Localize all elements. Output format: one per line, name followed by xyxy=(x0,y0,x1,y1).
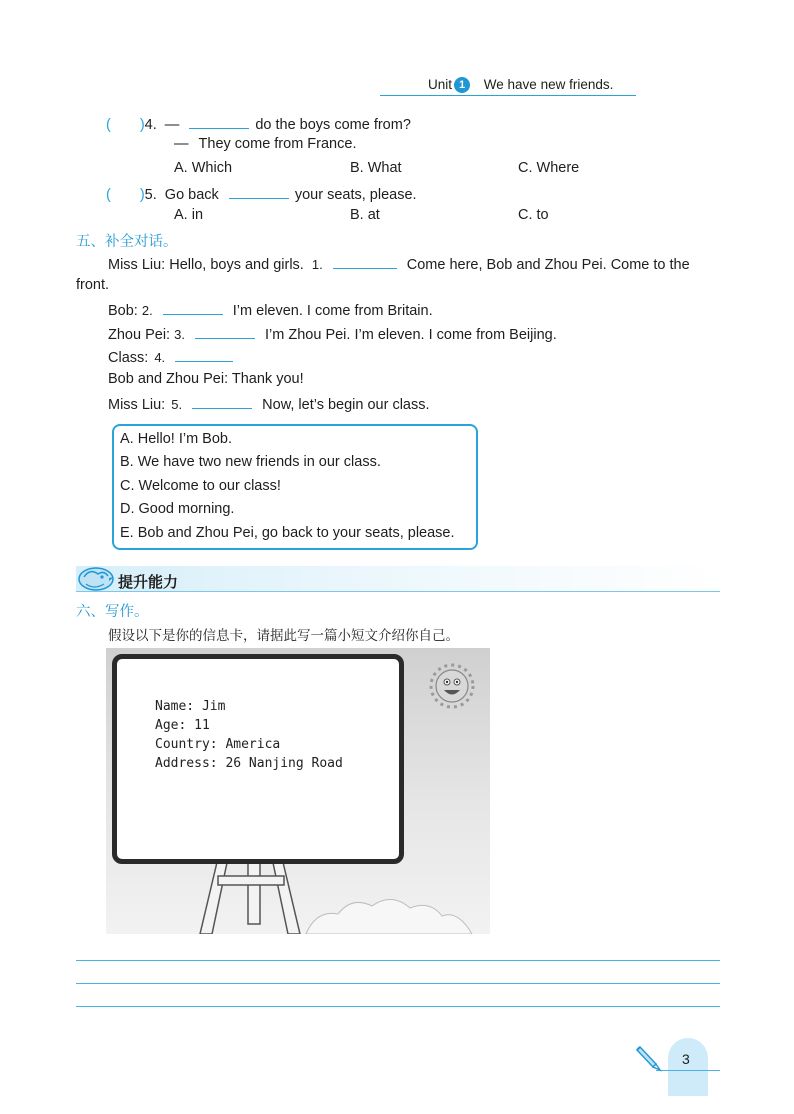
dialogue-line-3: Zhou Pei: 3. I’m Zhou Pei. I’m eleven. I come from Beijing. xyxy=(108,324,557,343)
card-age: Age: 11 xyxy=(155,718,210,733)
dialogue-line-1-continued: front. xyxy=(76,277,110,293)
writing-line[interactable] xyxy=(76,1006,720,1007)
option-c: C. Where xyxy=(518,160,580,176)
pencil-icon xyxy=(636,1044,662,1072)
writing-instruction: 假设以下是你的信息卡，请据此写一篇小短文介绍你自己。 xyxy=(108,628,459,644)
answer-blank[interactable] xyxy=(189,114,249,129)
answer-blank[interactable] xyxy=(175,347,233,362)
answer-blank[interactable] xyxy=(229,184,289,199)
option-b: B. We have two new friends in our class. xyxy=(120,454,381,470)
banner-title: 提升能力 xyxy=(118,573,179,591)
bird-icon xyxy=(76,562,116,594)
option-d: D. Good morning. xyxy=(120,501,235,517)
page-number: 3 xyxy=(682,1051,690,1067)
answer-blank[interactable] xyxy=(163,300,223,315)
option-c: C. to xyxy=(518,207,549,223)
option-a: A. in xyxy=(174,207,204,223)
section-5-heading: 五、补全对话。 xyxy=(76,234,178,250)
answer-blank[interactable] xyxy=(195,324,255,339)
option-a: A. Which xyxy=(174,160,233,176)
card-country: Country: America xyxy=(155,737,281,752)
running-header: Unit 1 We have new friends. xyxy=(428,77,614,92)
header-rule xyxy=(380,95,636,96)
question-4-response: — They come from France. xyxy=(174,136,357,152)
question-4: ( )4. — do the boys come from? xyxy=(106,113,411,134)
option-e: E. Bob and Zhou Pei, go back to your seats, please. xyxy=(120,525,455,541)
option-a: A. Hello! I’m Bob. xyxy=(120,431,233,447)
card-board xyxy=(112,654,404,864)
dialogue-line-2: Bob: 2. I’m eleven. I come from Britain. xyxy=(108,300,433,319)
option-b: B. What xyxy=(350,160,402,176)
section-6-heading: 六、写作。 xyxy=(76,604,149,620)
card-name: Name: Jim xyxy=(155,699,226,714)
question-5: ( )5. Go back your seats, please. xyxy=(106,183,417,204)
dialogue-line-6: Miss Liu: 5. Now, let’s begin our class. xyxy=(108,394,430,413)
page-number-rule xyxy=(656,1070,720,1071)
option-b: B. at xyxy=(350,207,380,223)
unit-number-badge: 1 xyxy=(454,77,470,93)
page-number-tab xyxy=(668,1038,708,1096)
dialogue-line-4: Class: 4. xyxy=(108,347,239,366)
dialogue-line-1: Miss Liu: Hello, boys and girls. 1. Come here, Bob and Zhou Pei. Come to the xyxy=(108,254,690,273)
writing-line[interactable] xyxy=(76,983,720,984)
info-card-illustration xyxy=(106,648,490,934)
writing-line[interactable] xyxy=(76,960,720,961)
answer-blank[interactable] xyxy=(333,254,397,269)
option-c: C. Welcome to our class! xyxy=(120,478,281,494)
card-address: Address: 26 Nanjing Road xyxy=(155,756,343,771)
dialogue-line-5: Bob and Zhou Pei: Thank you! xyxy=(108,371,304,387)
answer-blank[interactable] xyxy=(192,394,252,409)
